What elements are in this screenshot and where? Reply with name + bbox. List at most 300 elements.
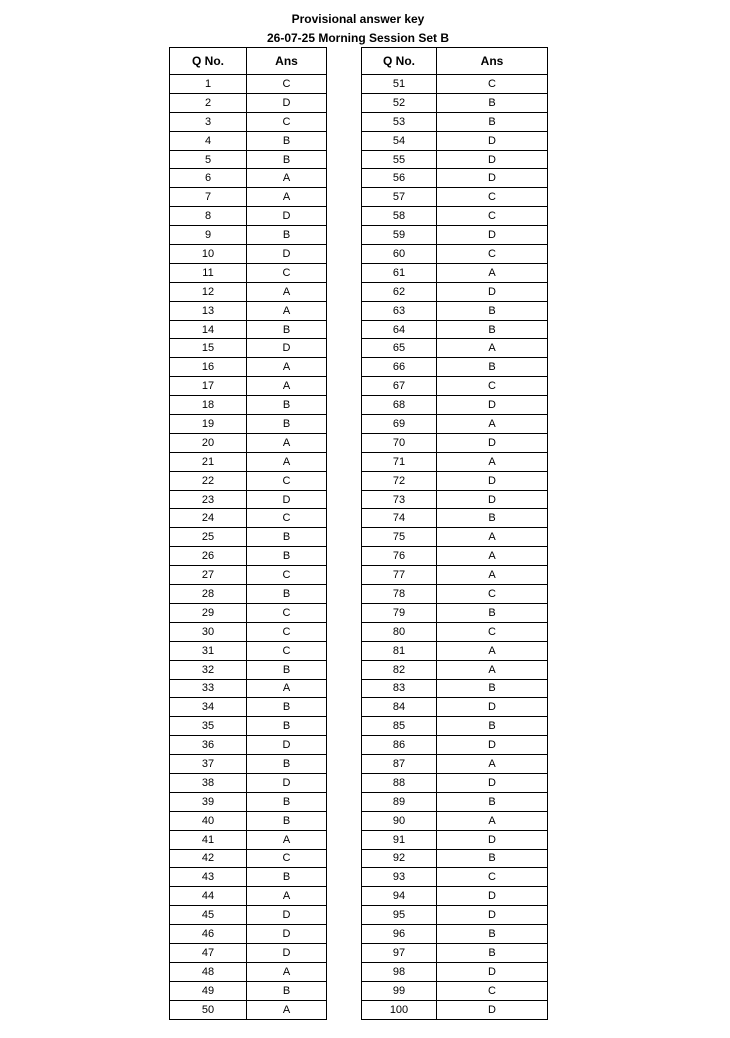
answer-cell: D — [247, 925, 327, 944]
question-number: 52 — [362, 93, 437, 112]
answer-cell: D — [437, 169, 548, 188]
table-row — [362, 755, 548, 774]
answer-cell: D — [437, 433, 548, 452]
table-row — [362, 112, 548, 131]
table-row — [170, 245, 327, 264]
question-number: 27 — [170, 566, 247, 585]
answer-cell: D — [437, 150, 548, 169]
question-number: 26 — [170, 547, 247, 566]
answer-cell: B — [437, 849, 548, 868]
answer-cell: C — [437, 207, 548, 226]
question-number: 54 — [362, 131, 437, 150]
answer-cell: D — [437, 471, 548, 490]
answer-cell: B — [437, 112, 548, 131]
question-number: 46 — [170, 925, 247, 944]
answer-cell: C — [247, 622, 327, 641]
question-number: 12 — [170, 282, 247, 301]
answer-cell: D — [437, 282, 548, 301]
table-row — [362, 207, 548, 226]
answer-cell: C — [437, 622, 548, 641]
table-row — [170, 452, 327, 471]
answer-cell: C — [247, 75, 327, 94]
answer-cell: A — [247, 188, 327, 207]
table-row — [362, 433, 548, 452]
question-number: 61 — [362, 263, 437, 282]
answer-cell: A — [437, 641, 548, 660]
question-number: 11 — [170, 263, 247, 282]
question-number: 32 — [170, 660, 247, 679]
question-number: 57 — [362, 188, 437, 207]
answer-cell: D — [247, 736, 327, 755]
answer-cell: A — [437, 811, 548, 830]
qno-header: Q No. — [170, 48, 247, 75]
table-row — [170, 207, 327, 226]
table-row — [362, 226, 548, 245]
question-number: 91 — [362, 830, 437, 849]
question-number: 94 — [362, 887, 437, 906]
question-number: 15 — [170, 339, 247, 358]
table-row — [170, 150, 327, 169]
table-row — [362, 282, 548, 301]
answer-cell: B — [247, 981, 327, 1000]
answer-cell: D — [247, 339, 327, 358]
table-row — [362, 509, 548, 528]
table-row — [362, 887, 548, 906]
question-number: 70 — [362, 433, 437, 452]
table-row — [170, 188, 327, 207]
table-row — [362, 1000, 548, 1019]
table-row — [362, 245, 548, 264]
question-number: 56 — [362, 169, 437, 188]
question-number: 93 — [362, 868, 437, 887]
question-number: 3 — [170, 112, 247, 131]
table-row — [362, 773, 548, 792]
question-number: 64 — [362, 320, 437, 339]
question-number: 50 — [170, 1000, 247, 1019]
page-title: Provisional answer key — [291, 12, 425, 26]
answer-cell: A — [247, 962, 327, 981]
answer-cell: D — [437, 887, 548, 906]
answer-cell: D — [437, 698, 548, 717]
answer-cell: C — [437, 377, 548, 396]
table-row — [362, 263, 548, 282]
table-row — [362, 93, 548, 112]
answer-cell: A — [247, 377, 327, 396]
table-row — [362, 906, 548, 925]
answer-cell: B — [247, 698, 327, 717]
answer-cell: B — [437, 679, 548, 698]
answer-cell: A — [437, 566, 548, 585]
question-number: 2 — [170, 93, 247, 112]
question-number: 88 — [362, 773, 437, 792]
question-number: 63 — [362, 301, 437, 320]
question-number: 49 — [170, 981, 247, 1000]
table-row — [170, 906, 327, 925]
answer-cell: C — [247, 641, 327, 660]
table-row — [170, 660, 327, 679]
question-number: 60 — [362, 245, 437, 264]
table-row — [170, 717, 327, 736]
question-number: 33 — [170, 679, 247, 698]
table-row — [362, 415, 548, 434]
answer-cell: B — [437, 301, 548, 320]
table-row — [362, 320, 548, 339]
answer-cell: C — [437, 585, 548, 604]
table-row — [362, 396, 548, 415]
question-number: 47 — [170, 943, 247, 962]
table-row — [362, 452, 548, 471]
answer-cell: A — [247, 1000, 327, 1019]
question-number: 35 — [170, 717, 247, 736]
answer-cell: D — [247, 245, 327, 264]
table-row — [362, 811, 548, 830]
table-row — [362, 547, 548, 566]
question-number: 23 — [170, 490, 247, 509]
table-row — [170, 622, 327, 641]
question-number: 59 — [362, 226, 437, 245]
question-number: 97 — [362, 943, 437, 962]
answer-table-right — [361, 47, 548, 1020]
question-number: 83 — [362, 679, 437, 698]
table-row — [170, 320, 327, 339]
question-number: 36 — [170, 736, 247, 755]
answer-cell: C — [437, 188, 548, 207]
table-row — [170, 830, 327, 849]
table-row — [170, 736, 327, 755]
question-number: 31 — [170, 641, 247, 660]
answer-cell: C — [437, 868, 548, 887]
question-number: 8 — [170, 207, 247, 226]
table-row — [362, 131, 548, 150]
question-number: 9 — [170, 226, 247, 245]
question-number: 17 — [170, 377, 247, 396]
question-number: 100 — [362, 1000, 437, 1019]
question-number: 75 — [362, 528, 437, 547]
question-number: 6 — [170, 169, 247, 188]
question-number: 92 — [362, 849, 437, 868]
answer-cell: B — [437, 717, 548, 736]
answer-cell: D — [437, 396, 548, 415]
question-number: 48 — [170, 962, 247, 981]
qno-header: Q No. — [362, 48, 437, 75]
answer-cell: B — [247, 226, 327, 245]
answer-cell: D — [437, 226, 548, 245]
table-row — [362, 358, 548, 377]
table-row — [170, 169, 327, 188]
answer-cell: D — [437, 830, 548, 849]
answer-cell: D — [247, 943, 327, 962]
question-number: 89 — [362, 792, 437, 811]
table-row — [170, 377, 327, 396]
answer-cell: A — [247, 358, 327, 377]
table-row — [362, 792, 548, 811]
question-number: 44 — [170, 887, 247, 906]
table-row — [362, 925, 548, 944]
table-row — [170, 755, 327, 774]
question-number: 7 — [170, 188, 247, 207]
table-row — [170, 358, 327, 377]
question-number: 62 — [362, 282, 437, 301]
question-number: 53 — [362, 112, 437, 131]
table-row — [362, 566, 548, 585]
table-row — [170, 981, 327, 1000]
question-number: 28 — [170, 585, 247, 604]
question-number: 40 — [170, 811, 247, 830]
table-row — [170, 131, 327, 150]
table-row — [362, 962, 548, 981]
answer-cell: D — [437, 906, 548, 925]
answer-cell: A — [437, 452, 548, 471]
question-number: 71 — [362, 452, 437, 471]
answer-cell: B — [247, 585, 327, 604]
answer-cell: A — [247, 282, 327, 301]
question-number: 16 — [170, 358, 247, 377]
answer-cell: B — [437, 792, 548, 811]
answer-cell: D — [437, 131, 548, 150]
answer-cell: B — [437, 320, 548, 339]
answer-cell: D — [247, 207, 327, 226]
question-number: 82 — [362, 660, 437, 679]
answer-cell: D — [437, 490, 548, 509]
question-number: 19 — [170, 415, 247, 434]
table-row — [362, 679, 548, 698]
question-number: 42 — [170, 849, 247, 868]
table-row — [170, 547, 327, 566]
question-number: 72 — [362, 471, 437, 490]
question-number: 74 — [362, 509, 437, 528]
table-row — [362, 830, 548, 849]
table-row — [362, 169, 548, 188]
table-row — [170, 585, 327, 604]
question-number: 67 — [362, 377, 437, 396]
answer-cell: B — [437, 358, 548, 377]
question-number: 13 — [170, 301, 247, 320]
answer-cell: B — [437, 943, 548, 962]
answer-cell: B — [437, 603, 548, 622]
answer-cell: D — [247, 773, 327, 792]
question-number: 99 — [362, 981, 437, 1000]
answer-cell: A — [247, 301, 327, 320]
table-row — [362, 736, 548, 755]
answer-cell: D — [247, 93, 327, 112]
answer-cell: D — [437, 773, 548, 792]
table-row — [170, 849, 327, 868]
answer-cell: C — [437, 75, 548, 94]
answer-cell: D — [437, 1000, 548, 1019]
table-row — [170, 962, 327, 981]
table-row — [170, 433, 327, 452]
answer-cell: C — [247, 471, 327, 490]
question-number: 38 — [170, 773, 247, 792]
header-row — [170, 48, 327, 75]
table-row — [170, 887, 327, 906]
question-number: 66 — [362, 358, 437, 377]
answer-cell: C — [247, 849, 327, 868]
table-row — [362, 603, 548, 622]
table-row — [362, 622, 548, 641]
table-row — [170, 471, 327, 490]
answer-cell: B — [437, 93, 548, 112]
question-number: 1 — [170, 75, 247, 94]
question-number: 39 — [170, 792, 247, 811]
answer-cell: B — [247, 717, 327, 736]
table-row — [170, 93, 327, 112]
question-number: 58 — [362, 207, 437, 226]
table-row — [170, 698, 327, 717]
table-row — [362, 585, 548, 604]
answer-cell: C — [247, 566, 327, 585]
answer-cell: D — [437, 736, 548, 755]
answer-cell: A — [437, 547, 548, 566]
question-number: 5 — [170, 150, 247, 169]
table-row — [362, 490, 548, 509]
question-number: 18 — [170, 396, 247, 415]
answer-cell: B — [247, 811, 327, 830]
table-row — [362, 698, 548, 717]
table-row — [170, 1000, 327, 1019]
question-number: 78 — [362, 585, 437, 604]
table-row — [170, 490, 327, 509]
table-row — [170, 263, 327, 282]
table-row — [362, 377, 548, 396]
table-row — [170, 226, 327, 245]
answer-cell: B — [437, 925, 548, 944]
table-row — [362, 868, 548, 887]
table-row — [362, 528, 548, 547]
table-row — [170, 528, 327, 547]
answer-cell: B — [247, 547, 327, 566]
question-number: 22 — [170, 471, 247, 490]
answer-cell: D — [247, 906, 327, 925]
table-row — [170, 566, 327, 585]
table-row — [362, 660, 548, 679]
answer-cell: C — [437, 981, 548, 1000]
table-row — [362, 849, 548, 868]
question-number: 45 — [170, 906, 247, 925]
question-number: 20 — [170, 433, 247, 452]
question-number: 4 — [170, 131, 247, 150]
header-row — [362, 48, 548, 75]
answer-cell: A — [247, 169, 327, 188]
table-row — [362, 188, 548, 207]
answer-cell: A — [437, 755, 548, 774]
question-number: 77 — [362, 566, 437, 585]
question-number: 65 — [362, 339, 437, 358]
question-number: 76 — [362, 547, 437, 566]
question-number: 81 — [362, 641, 437, 660]
table-row — [170, 396, 327, 415]
table-row — [362, 641, 548, 660]
table-row — [170, 792, 327, 811]
answer-table-left — [169, 47, 327, 1020]
question-number: 69 — [362, 415, 437, 434]
question-number: 68 — [362, 396, 437, 415]
answer-cell: B — [247, 415, 327, 434]
answer-cell: B — [247, 660, 327, 679]
question-number: 84 — [362, 698, 437, 717]
answer-cell: D — [437, 962, 548, 981]
answer-cell: A — [437, 263, 548, 282]
table-row — [170, 415, 327, 434]
answer-cell: A — [247, 830, 327, 849]
table-row — [362, 717, 548, 736]
answer-cell: D — [247, 490, 327, 509]
question-number: 98 — [362, 962, 437, 981]
table-row — [170, 811, 327, 830]
question-number: 41 — [170, 830, 247, 849]
answer-cell: B — [247, 528, 327, 547]
table-row — [170, 641, 327, 660]
question-number: 21 — [170, 452, 247, 471]
table-row — [362, 943, 548, 962]
table-row — [170, 925, 327, 944]
table-row — [170, 509, 327, 528]
question-number: 55 — [362, 150, 437, 169]
question-number: 87 — [362, 755, 437, 774]
question-number: 73 — [362, 490, 437, 509]
question-number: 51 — [362, 75, 437, 94]
table-row — [362, 339, 548, 358]
answer-cell: B — [247, 396, 327, 415]
answer-cell: A — [437, 339, 548, 358]
question-number: 37 — [170, 755, 247, 774]
question-number: 30 — [170, 622, 247, 641]
question-number: 14 — [170, 320, 247, 339]
page-subtitle: 26-07-25 Morning Session Set B — [266, 31, 450, 45]
question-number: 34 — [170, 698, 247, 717]
answer-cell: B — [437, 509, 548, 528]
table-row — [362, 75, 548, 94]
answer-cell: B — [247, 792, 327, 811]
table-row — [362, 301, 548, 320]
answer-cell: A — [247, 452, 327, 471]
question-number: 95 — [362, 906, 437, 925]
answer-cell: A — [247, 887, 327, 906]
table-row — [170, 868, 327, 887]
question-number: 86 — [362, 736, 437, 755]
table-row — [170, 75, 327, 94]
table-row — [170, 679, 327, 698]
answer-cell: B — [247, 150, 327, 169]
answer-cell: C — [437, 245, 548, 264]
question-number: 10 — [170, 245, 247, 264]
answer-cell: B — [247, 755, 327, 774]
answer-cell: B — [247, 131, 327, 150]
table-row — [170, 112, 327, 131]
answer-cell: B — [247, 868, 327, 887]
answer-cell: A — [437, 528, 548, 547]
answer-cell: A — [247, 433, 327, 452]
answer-cell: B — [247, 320, 327, 339]
table-row — [170, 943, 327, 962]
question-number: 80 — [362, 622, 437, 641]
question-number: 90 — [362, 811, 437, 830]
ans-header: Ans — [247, 48, 327, 75]
answer-cell: A — [437, 415, 548, 434]
question-number: 24 — [170, 509, 247, 528]
table-row — [170, 339, 327, 358]
question-number: 43 — [170, 868, 247, 887]
table-row — [170, 773, 327, 792]
question-number: 85 — [362, 717, 437, 736]
answer-cell: C — [247, 263, 327, 282]
answer-cell: C — [247, 112, 327, 131]
answer-cell: C — [247, 509, 327, 528]
table-row — [362, 471, 548, 490]
answer-cell: C — [247, 603, 327, 622]
answer-cell: A — [247, 679, 327, 698]
table-row — [170, 301, 327, 320]
